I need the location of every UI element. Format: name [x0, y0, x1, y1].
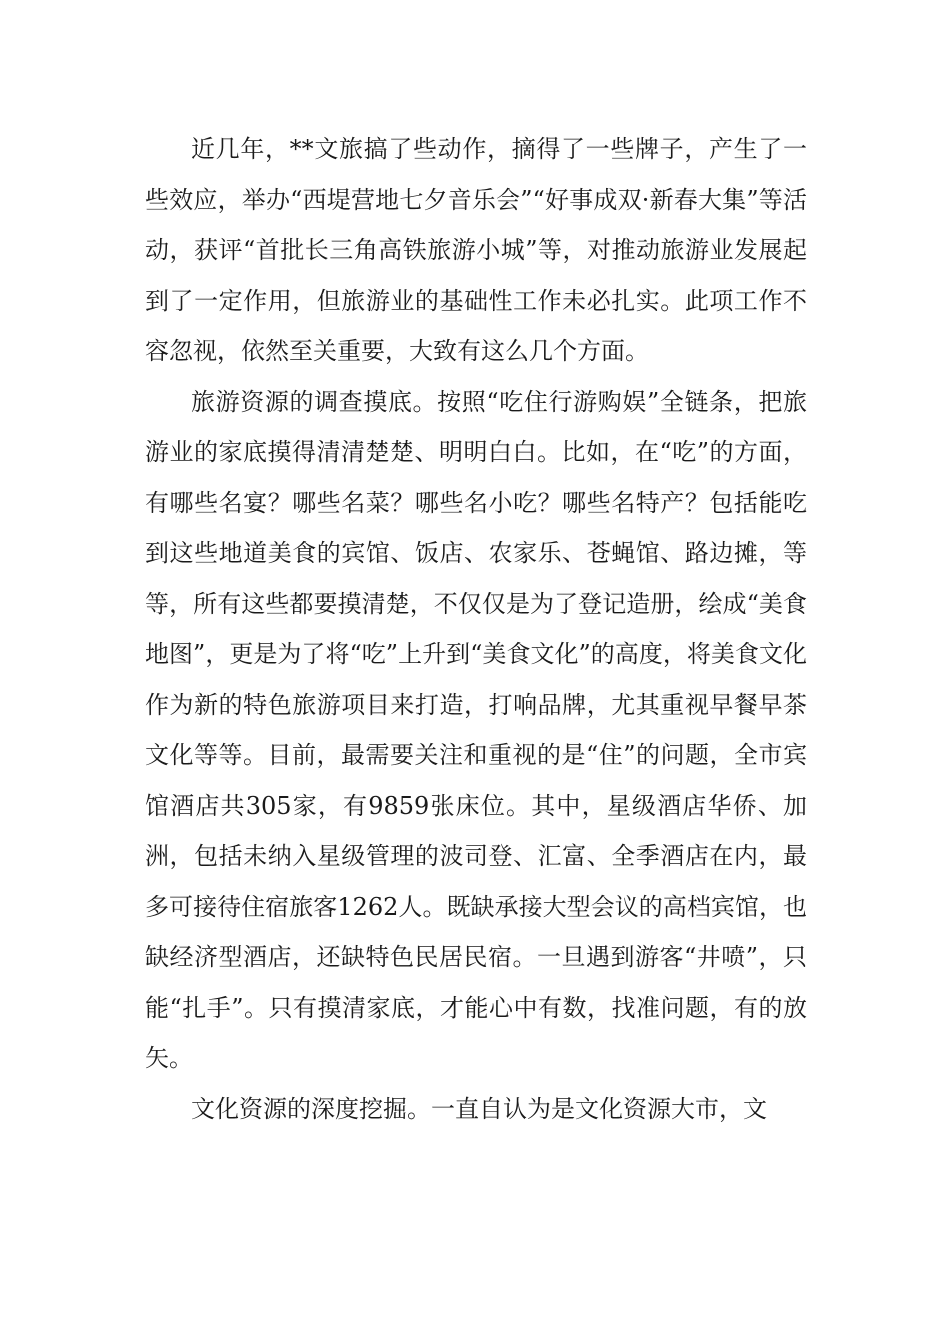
document-body: [145, 124, 807, 1134]
paragraph-intro: 近几年，**文旅搞了些动作，摘得了一些牌子，产生了一些效应，举办“西堤营地七夕音乐会”“好事成双·新春大集”等活动，获评“首批长三角高铁旅游小城”等，对推动旅游业发展起到了一定作用，但旅游业的基础性工作未必扎实。此项工作不容忽视，依然至关重要，大致有这么几个方面。: [145, 135, 807, 365]
paragraph-tourism-resources: 旅游资源的调查摸底。按照“吃住行游购娱”全链条，把旅游业的家底摸得清清楚楚、明明白白。比如，在“吃”的方面，有哪些名宴？哪些名菜？哪些名小吃？哪些名特产？包括能吃到这些地道美食的宾馆、饭店、农家乐、苍蝇馆、路边摊，等等，所有这些都要摸清楚，不仅仅是为了登记造册，绘成“美食地图”，更是为了将“吃”上升到“美食文化”的高度，将美食文化作为新的特色旅游项目来打造，打响品牌，尤其重视早餐早茶文化等等。目前，最需要关注和重视的是“住”的问题，全市宾馆酒店共305家，有9859张床位。其中，星级酒店华侨、加洲，包括未纳入星级管理的波司登、汇富、全季酒店在内，最多可接待住宿旅客1262人。既缺承接大型会议的高档宾馆，也缺经济型酒店，还缺特色民居民宿。一旦遇到游客“井喷”，只能“扎手”。只有摸清家底，才能心中有数，找准问题，有的放矢。: [145, 387, 807, 1072]
paragraph-cultural-resources: 文化资源的深度挖掘。一直自认为是文化资源大市，文: [191, 1094, 767, 1123]
